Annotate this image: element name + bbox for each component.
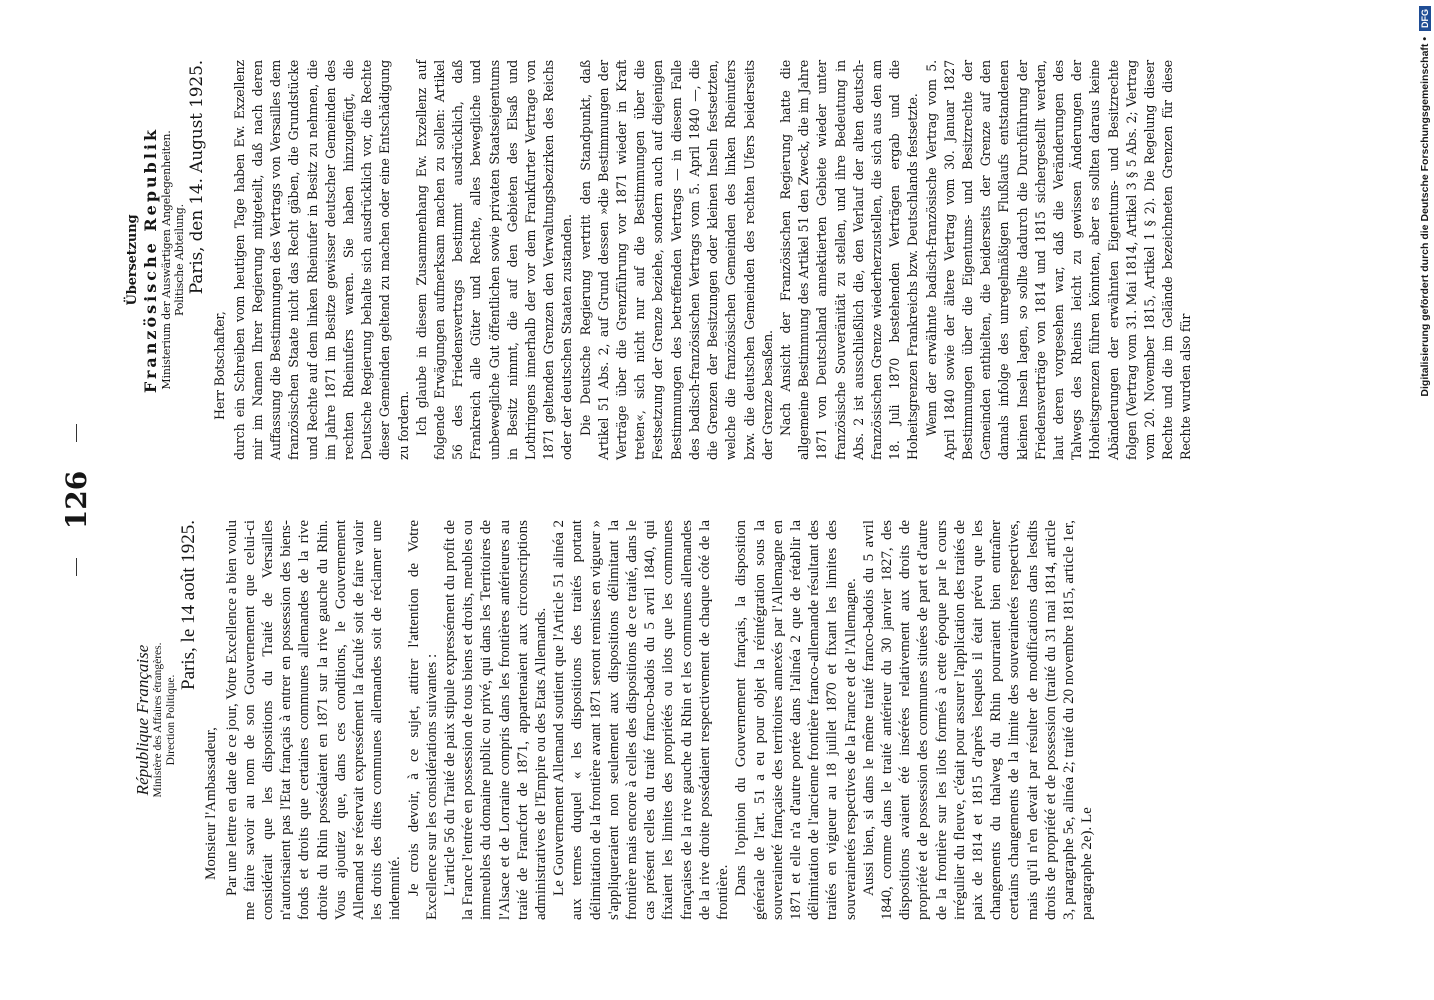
french-paragraph: Aussi bien, si dans le même traité franco-badois du 5 avril 1840, comme dans le traité antérieur du 30 janvier 1827, des dispositions avaient été insérées relativement aux droits de propriété et de possession des communes situées de part et d'autre de la frontière sur les ilots formés à cette époque par le cours irrégulier du fleuve, c'était pour assurer l'application des traités de paix de 1814 et 1815 d'après lesquels il était prévu que les changements du thalweg du Rhin pourraient bien entraîner certains changements de la limite des souverainetés respectives, mais qu'il n'en devait par résulter de modifications dans lesdits droits de propriété et de possession (traité du 31 mai 1814, article 3, paragraphe 5e, alinéa 2; traité du 20 novembre 1815, article 1er, paragraphe 2e). Le [860,520,1096,920]
dfg-credit-line [1418,6,1432,397]
dfg-logo: DFG [1419,6,1431,31]
page-number: 126 [60,470,93,530]
french-paragraph: Par une lettre en date de ce jour, Votre Excellence a bien voulu me faire savoir au nom de son Gouvernement que celui-ci considérait que les dispositions du Traité de Versailles n'autorisaient pas l'Etat français à entrer en possession des biens-fonds et droits que certaines communes allemandes de la rive droite du Rhin possédaient en 1871 sur la rive gauche du Rhin. Vous ajoutiez que, dans ces conditions, le Gouvernement Allemand se réservait expressément la faculté soit de faire valoir les droits des dites communes allemandes soit de réclamer une indemnité. [223,520,404,920]
german-column [120,60,1194,460]
german-department: Politische Abteilung. [173,204,187,316]
german-salutation: Herr Botschafter, [211,311,227,420]
german-date: Paris, den 14. August 1925. [187,60,208,295]
french-salutation: Monsieur l'Ambassadeur, [203,727,220,880]
german-paragraph: Die Deutsche Regierung vertritt den Standpunkt, daß Artikel 51 Abs. 2, auf Grund dessen »die Bestimmungen der Verträge über die Grenzführung vor 1871 wieder in Kraft treten«, sich nicht nur auf die Bestimmungen über die Festsetzung der Grenze beziehe, sondern auch auf diejenigen Bestimmungen des betreffenden Vertrags — in diesem Falle des badisch-französischen Vertrags vom 5. April 1840 —, die die Grenzen der Besitzungen oder kleinen Inseln festsetzten, welche die französischen Gemeinden des linken Rheinufers bzw. die deutschen Gemeinden des rechten Ufers beiderseits der Grenze besaßen. [577,60,775,460]
dfg-credit-text: Digitalisierung gefördert durch die Deutsche Forschungsgemeinschaft • [1419,37,1431,397]
header-dash-left [76,558,77,576]
german-paragraph: Wenn der erwähnte badisch-französische Vertrag vom 5. April 1840 sowie der ältere Vertrag vom 30. Januar 1827 Bestimmungen über die Eigentums- und Besitzrechte der Gemeinden enthielten, die beiderseits der Grenze auf den damals infolge des unregelmäßigen Flußlaufs entstandenen kleinen Inseln lagen, so sollte dadurch die Durchführung der Friedensverträge von 1814 und 1815 sichergestellt werden, laut deren vorgesehen war, daß die Veränderungen des Talwegs des Rheins leicht zu gewissen Änderungen der Hoheitsgrenzen führen könnten, aber es sollten daraus keine Abänderungen der erwähnten Eigentums- und Besitzrechte folgen (Vertrag vom 31. Mai 1814, Artikel 3 § 5 Abs. 2; Vertrag vom 20. November 1815, Artikel 1 § 2). Die Regelung dieser Rechte und die im Gelände bezeichneten Grenzen für diese Rechte wurden also für [923,60,1194,460]
german-republic-heading: Französische Republik [141,126,161,394]
french-column [120,520,1096,920]
french-paragraph: L'article 56 du Traité de paix stipule expressément du profit de la France l'entrée en possession de tous biens et droits, meubles ou immeubles du domaine public ou privé, qui dans les Territoires de l'Alsace et de Lorraine compris dans les frontières antérieures au traité de Francfort de 1871, appartenaient aux circonscriptions administratives de l'Empire ou des Etats Allemands. [442,520,550,920]
german-title: Übersetzung [125,214,140,306]
german-paragraph: Nach Ansicht der Französischen Regierung hatte die allgemeine Bestimmung des Artikel 51 den Zweck, die im Jahre 1871 von Deutschland annektierten Gebiete wieder unter französische Souveränität zu stellen, und ihre Bedeutung in Abs. 2 ist ausschließlich die, den Verlauf der alten deutsch-französischen Grenze wiederherzustellen, die sich aus den am 18. Juli 1870 bestehenden Verträgen ergab und die Hoheitsgrenzen Frankreichs bzw. Deutschlands festsetzte. [777,60,921,460]
german-paragraph: Ich glaube in diesem Zusammenhang Ew. Exzellenz auf folgende Erwägungen aufmerksam machen zu sollen: Artikel 56 des Friedensvertrags bestimmt ausdrücklich, daß Frankreich alle Güter und Rechte, alles bewegliche und unbewegliche Gut öffentlichen sowie privaten Staatseigentums in Besitz nimmt, die auf den Gebieten des Elsaß und Lothringens innerhalb der vor dem Frankfurter Vertrage von 1871 geltenden Grenzen den Verwaltungsbezirken des Reichs oder der deutschen Staaten zustanden. [413,60,575,460]
german-ministry: Ministerium der Auswärtigen Angelegenheiten. [160,130,174,390]
french-paragraph: Je crois devoir, à ce sujet, attirer l'attention de Votre Excellence sur les considérations suivantes : [405,520,440,920]
french-date: Paris, le 14 août 1925. [178,520,200,690]
french-republic-heading: République Française [133,644,152,796]
german-paragraph: durch ein Schreiben vom heutigen Tage haben Ew. Exzellenz mir im Namen Ihrer Regierung mitgeteilt, daß nach deren Auffassung die Bestimmungen des Vertrags von Versailles dem französischen Staate nicht das Recht gäben, die Grundstücke und Rechte auf dem linken Rheinufer in Besitz zu nehmen, die im Jahre 1871 im Besitze gewisser deutscher Gemeinden des rechten Rheinufers waren. Sie haben hinzugefügt, die Deutsche Regierung behalte sich ausdrücklich vor, die Rechte dieser Gemeinden geltend zu machen oder eine Entschädigung zu fordern. [231,60,411,460]
french-paragraph: Dans l'opinion du Gouvernement français, la disposition générale de l'art. 51 a eu pour objet la réintégration sous la souveraineté française des territoires annexés par l'Allemagne en 1871 et elle n'a d'autre portée dans l'alinéa 2 que de rétablir la délimitation de l'ancienne frontière franco-allemande résultant des traités en vigueur au 18 juillet 1870 et fixant les limites des souverainetés respectives de la France et de l'Allemagne. [733,520,859,920]
header-dash-right [76,424,77,442]
french-paragraph: Le Gouvernement Allemand soutient que l'Article 51 alinéa 2 aux termes duquel « les dispositions des traités portant délimitation de la frontière avant 1871 seront remises en vigueur » s'appliqueraient non seulement aux dispositions délimitant la frontière mais encore à celles des dispositions de ce traité, dans le cas présent celles du traité franco-badois du 5 avril 1840, qui fixaient les limites des propriétés ou ilots que les communes françaises de la rive gauche du Rhin et les communes allemandes de la rive droite possédaient respectivement de chaque côté de la frontière. [551,520,732,920]
french-direction: Direction Politique. [165,674,178,766]
french-ministry: Ministère des Affaires étrangères. [152,642,165,798]
page-header [60,0,93,1000]
dfg-credit [1418,6,1432,996]
